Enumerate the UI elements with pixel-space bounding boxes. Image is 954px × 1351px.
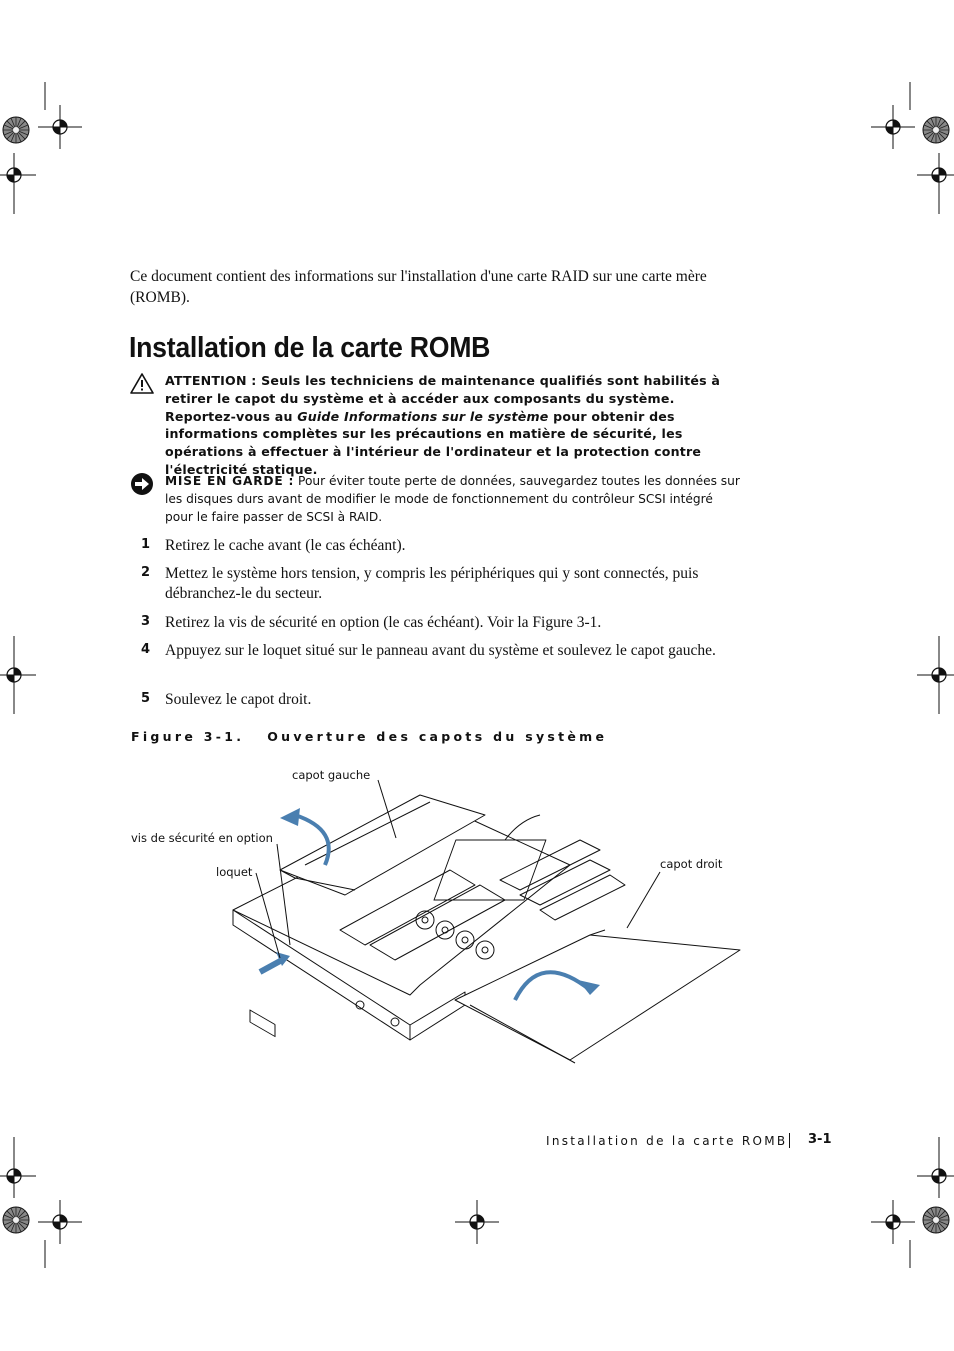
step-text: Soulevez le capot droit. [165,691,312,708]
caution-arrow-icon [130,472,154,496]
attention-guide-title: Guide Informations sur le système [297,408,549,424]
callout-latch: loquet [216,865,253,879]
intro-paragraph: Ce document contient des informations sur l'installation d'une carte RAID sur une carte mère (ROMB). [130,268,707,306]
attention-lead: ATTENTION : Seuls les techniciens de maintenance qualifiés sont habilités à retirer le capot du système et à accéder aux composants du système. Reportez-vous au [165,373,721,424]
step-number: 5 [141,691,151,706]
caution-body: Pour éviter toute perte de données, sauvegardez toutes les données sur les disques durs avant de modifier le mode de fonctionnement du contrôleur SCSI intégré pour le faire passer de SCSI à RAID. [165,474,740,524]
step-text: Appuyez sur le loquet situé sur le panneau avant du système et soulevez le capot gauche. [165,642,716,659]
footer-section-title: Installation de la carte ROMB [546,1134,788,1148]
caution-text [165,472,740,526]
section-title: Installation de la carte ROMB [129,332,491,364]
step-number: 1 [141,537,151,552]
attention-notice [130,372,740,477]
step-text: Mettez le système hors tension, y compris les périphériques qui y sont connectés, puis débranchez-le du secteur. [165,565,699,602]
attention-text [165,372,740,479]
step-number: 2 [141,565,151,580]
callout-left-cover: capot gauche [292,768,371,782]
callout-right-cover: capot droit [660,857,723,871]
warning-triangle-icon [130,372,154,396]
callout-security-screw: vis de sécurité en option [131,831,273,845]
step-text: Retirez le cache avant (le cas échéant). [165,537,406,554]
step-number: 4 [141,642,151,657]
figure-system-covers [120,760,760,1070]
footer-page-number: 3-1 [808,1132,832,1147]
server-illustration [120,760,760,1070]
step-text: Retirez la vis de sécurité en option (le cas échéant). Voir la Figure 3-1. [165,614,602,631]
attention-tail: pour obtenir des informations complètes sur les précautions en matière de sécurité, les opérations à effectuer à l'intérieur de l'ordinateur et la protection contre l'électricité statique. [165,408,702,477]
caution-notice [130,472,740,532]
step-number: 3 [141,614,151,629]
caution-lead: MISE EN GARDE : [165,474,295,488]
footer-separator [789,1133,790,1148]
figure-caption: Figure 3-1. Ouverture des capots du système [131,729,608,744]
